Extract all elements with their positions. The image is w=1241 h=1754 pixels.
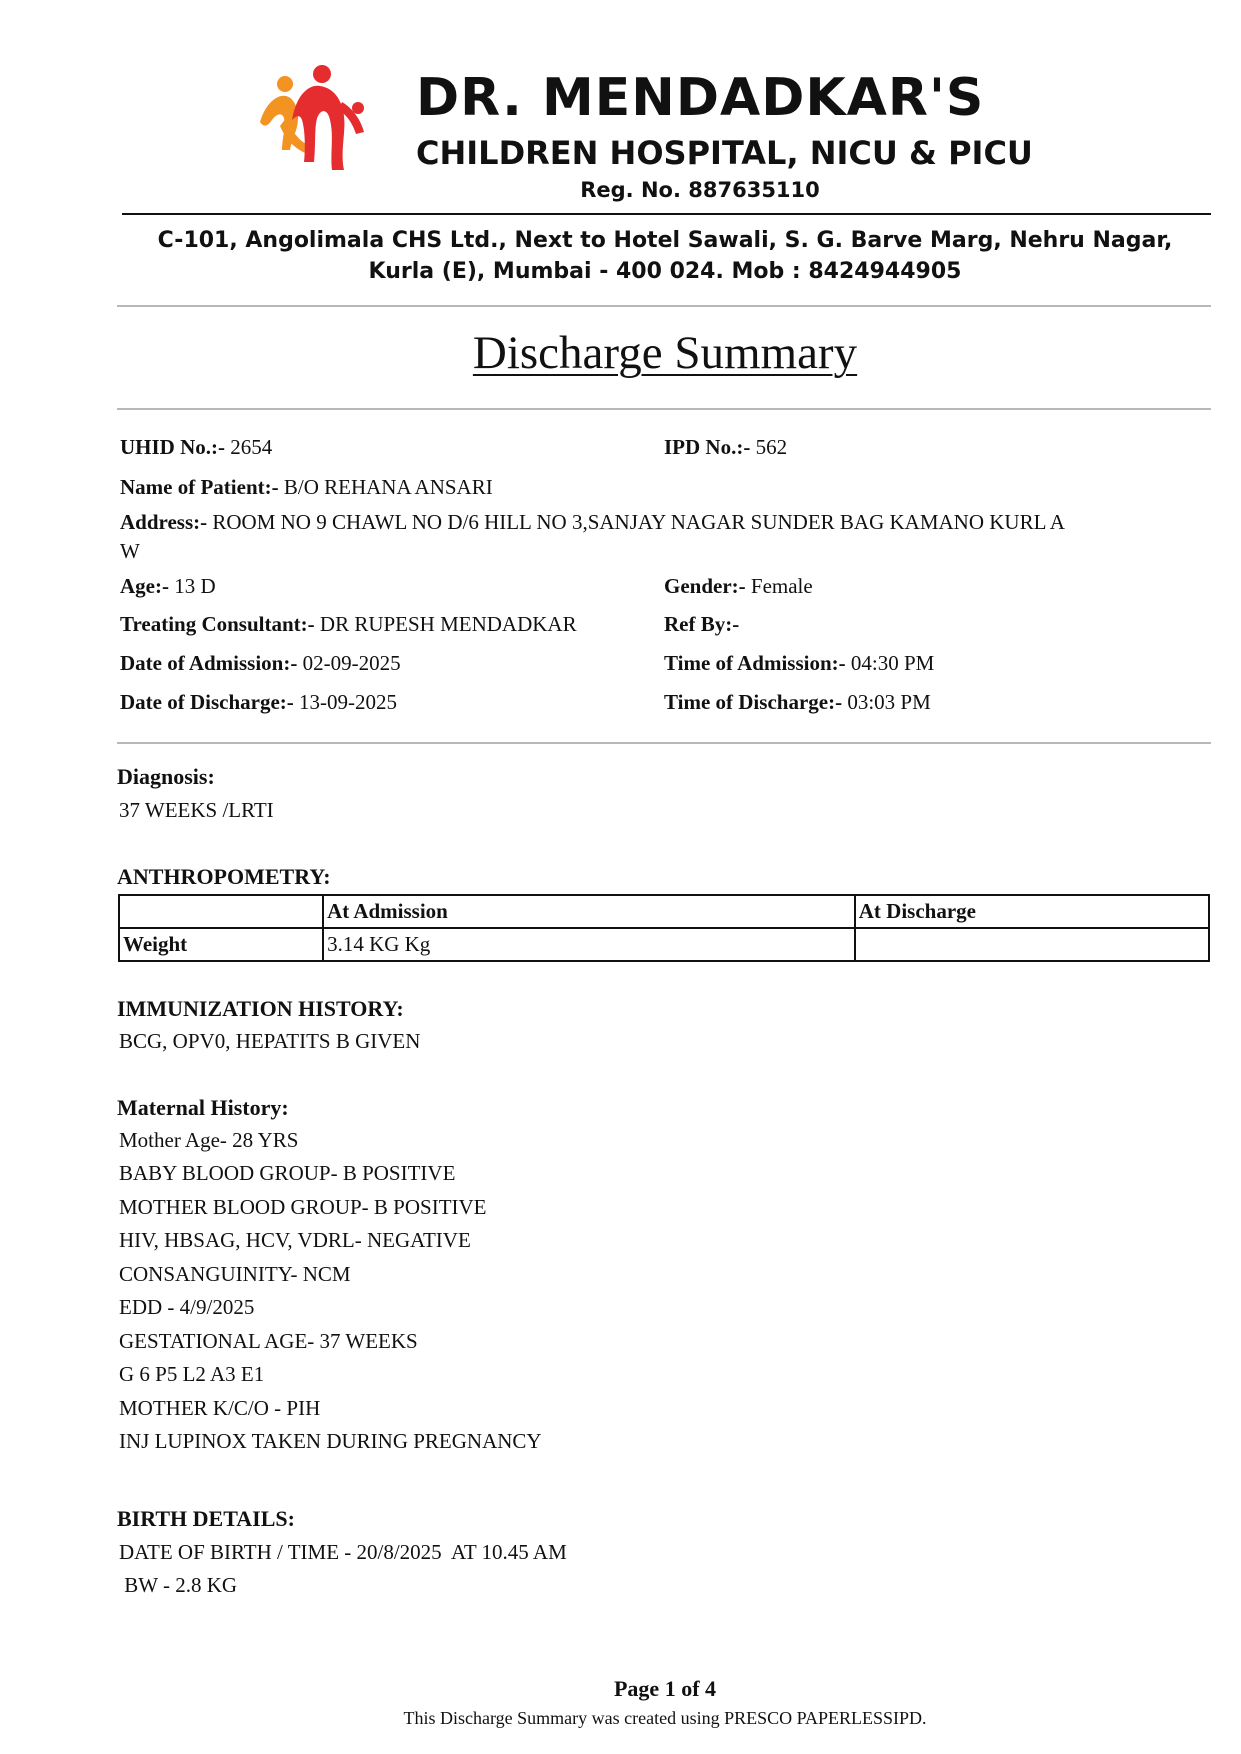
list-item: MOTHER BLOOD GROUP- B POSITIVE	[119, 1195, 487, 1219]
gender-label: Gender:-	[664, 574, 746, 598]
admission-time-field	[664, 653, 934, 674]
diagnosis-heading: Diagnosis:	[117, 764, 215, 789]
list-item: DATE OF BIRTH / TIME - 20/8/2025 AT 10.45 AM	[119, 1540, 567, 1564]
discharge-time-value: 03:03 PM	[847, 690, 931, 714]
admission-date-field	[120, 653, 401, 674]
list-item: BW - 2.8 KG	[119, 1573, 238, 1597]
list-item: CONSANGUINITY- NCM	[119, 1262, 351, 1286]
patient-address-value: ROOM NO 9 CHAWL NO D/6 HILL NO 3,SANJAY NAGAR SUNDER BAG KAMANO KURL A	[212, 510, 1065, 534]
ipd-field	[664, 437, 787, 458]
divider	[117, 305, 1211, 307]
patient-name-field	[120, 477, 493, 498]
table-header-cell: At Discharge	[855, 895, 1209, 928]
consultant-field	[120, 614, 577, 635]
footer-note: This Discharge Summary was created using PRESCO PAPERLESSIPD.	[403, 1708, 927, 1728]
list-item: MOTHER K/C/O - PIH	[119, 1396, 321, 1420]
patient-name-value: B/O REHANA ANSARI	[283, 475, 493, 499]
table-header-cell: At Admission	[323, 895, 855, 928]
immunization-heading: IMMUNIZATION HISTORY:	[117, 996, 404, 1021]
patient-address-continuation: W	[120, 539, 140, 563]
list-item: G 6 P5 L2 A3 E1	[119, 1362, 265, 1386]
list-item: HIV, HBSAG, HCV, VDRL- NEGATIVE	[119, 1228, 471, 1252]
anthropometry-table	[118, 894, 1210, 962]
discharge-time-label: Time of Discharge:-	[664, 690, 843, 714]
anthropometry-heading: ANTHROPOMETRY:	[117, 864, 331, 889]
discharge-date-field	[120, 692, 397, 713]
discharge-time-field	[664, 692, 931, 713]
uhid-value: 2654	[230, 435, 273, 459]
list-item: INJ LUPINOX TAKEN DURING PREGNANCY	[119, 1429, 542, 1453]
header-divider	[122, 213, 1211, 215]
gender-field	[664, 576, 813, 597]
page-title-text: Discharge Summary	[472, 327, 858, 379]
registration-number: Reg. No. 887635110	[580, 178, 820, 202]
ipd-value: 562	[755, 435, 788, 459]
age-value: 13 D	[174, 574, 216, 598]
table-header-cell	[119, 895, 323, 928]
hospital-subtitle: CHILDREN HOSPITAL, NICU & PICU	[416, 134, 1033, 172]
uhid-label: UHID No.:-	[120, 435, 225, 459]
gender-value: Female	[750, 574, 813, 598]
patient-address-field	[120, 512, 1065, 533]
list-item: GESTATIONAL AGE- 37 WEEKS	[119, 1329, 418, 1353]
ref-by-label: Ref By:-	[664, 612, 740, 636]
admission-time-label: Time of Admission:-	[664, 651, 846, 675]
table-cell-discharge	[855, 928, 1209, 961]
ipd-label: IPD No.:-	[664, 435, 751, 459]
hospital-name: DR. MENDADKAR'S	[416, 68, 985, 128]
ref-by-field	[664, 614, 739, 635]
maternal-history-heading: Maternal History:	[117, 1095, 289, 1120]
hospital-address-line-2: Kurla (E), Mumbai - 400 024. Mob : 8424944905	[368, 259, 962, 284]
immunization-text: BCG, OPV0, HEPATITS B GIVEN	[119, 1029, 421, 1053]
table-row-label: Weight	[119, 928, 323, 961]
discharge-date-label: Date of Discharge:-	[120, 690, 294, 714]
admission-time-value: 04:30 PM	[850, 651, 935, 675]
discharge-date-value: 13-09-2025	[299, 690, 398, 714]
list-item: Mother Age- 28 YRS	[119, 1128, 299, 1152]
table-header-row	[119, 895, 1209, 928]
age-label: Age:-	[120, 574, 169, 598]
list-item: EDD - 4/9/2025	[119, 1295, 255, 1319]
patient-name-label: Name of Patient:-	[120, 475, 279, 499]
page-title	[0, 327, 1241, 379]
children-logo-icon	[252, 62, 380, 177]
admission-date-value: 02-09-2025	[302, 651, 401, 675]
list-item: BABY BLOOD GROUP- B POSITIVE	[119, 1161, 456, 1185]
diagnosis-text: 37 WEEKS /LRTI	[119, 798, 274, 822]
age-field	[120, 576, 216, 597]
admission-date-label: Date of Admission:-	[120, 651, 298, 675]
divider	[117, 742, 1211, 744]
page-number: Page 1 of 4	[613, 1676, 717, 1701]
hospital-address-line-1: C-101, Angolimala CHS Ltd., Next to Hotel Sawali, S. G. Barve Marg, Nehru Nagar,	[157, 228, 1173, 253]
table-cell-admission: 3.14 KG Kg	[323, 928, 855, 961]
divider	[117, 408, 1211, 410]
patient-address-label: Address:-	[120, 510, 208, 534]
birth-details-heading: BIRTH DETAILS:	[117, 1506, 295, 1531]
uhid-field	[120, 437, 272, 458]
consultant-label: Treating Consultant:-	[120, 612, 315, 636]
table-row	[119, 928, 1209, 961]
consultant-value: DR RUPESH MENDADKAR	[319, 612, 577, 636]
